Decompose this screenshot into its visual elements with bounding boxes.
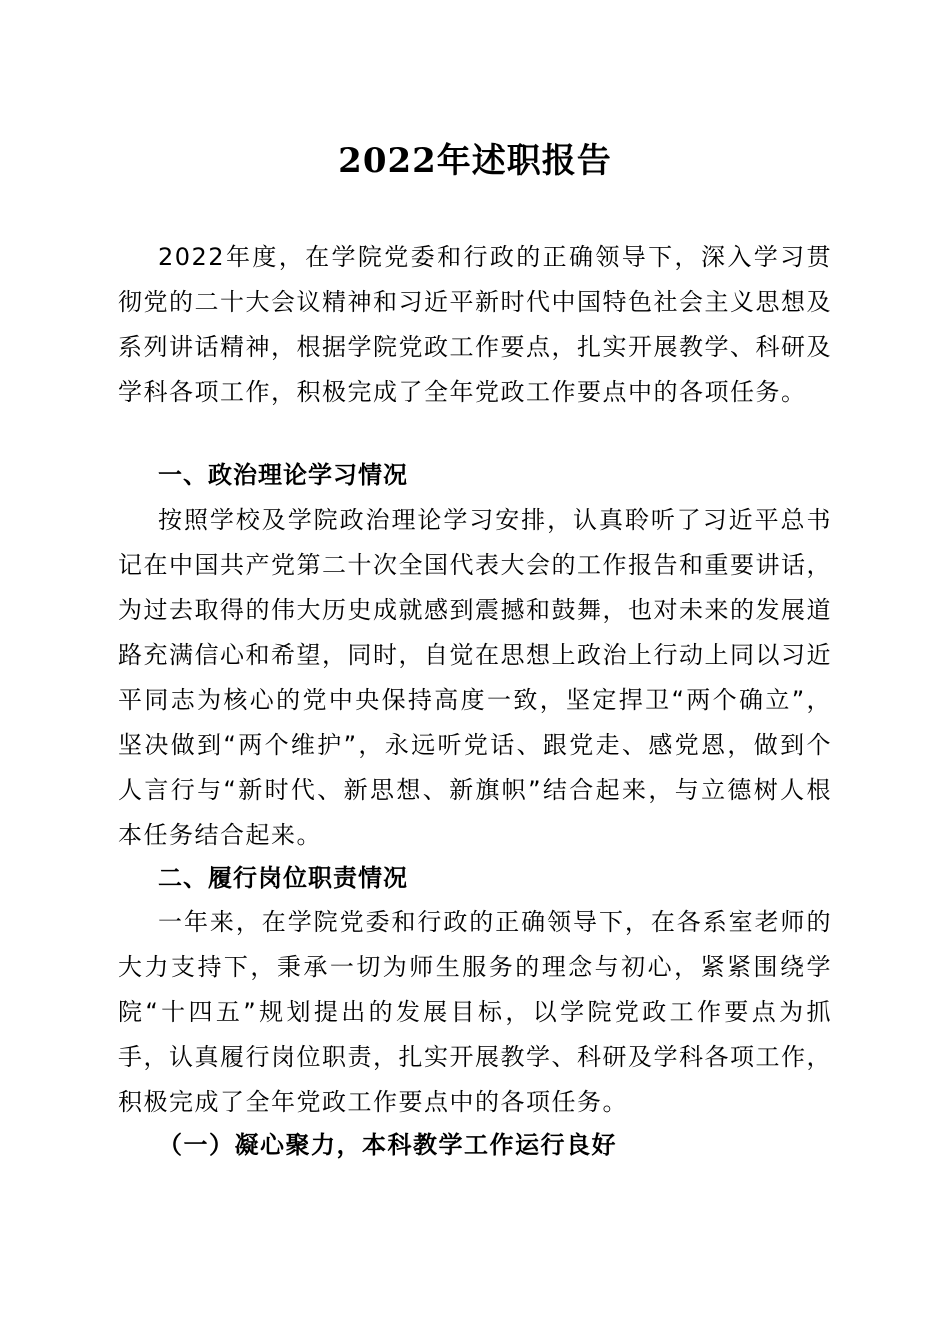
section2-heading: 二、履行岗位职责情况 [158,864,408,892]
intro-paragraph: 2022年度，在学院党委和行政的正确领导下，深入学习贯彻党的二十大会议精神和习近平新时代中国特色社会主义思想及系列讲话精神，根据学院党政工作要点，扎实开展教学、科研及学科各项工作，积极完成了全年党政工作要点中的各项任务。 [118,243,832,406]
document-title: 2022年述职报告 [338,141,612,181]
subsection1-heading: （一）凝心聚力，本科教学工作运行良好 [158,1130,617,1159]
section2-paragraph: 一年来，在学院党委和行政的正确领导下，在各系室老师的大力支持下，秉承一切为师生服务的理念与初心，紧紧围绕学院“十四五”规划提出的发展目标，以学院党政工作要点为抓手，认真履行岗位职责，扎实开展教学、科研及学科各项工作，积极完成了全年党政工作要点中的各项任务。 [118,908,832,1116]
section1-heading: 一、政治理论学习情况 [158,461,408,489]
section1-paragraph: 按照学校及学院政治理论学习安排，认真聆听了习近平总书记在中国共产党第二十次全国代表大会的工作报告和重要讲话，为过去取得的伟大历史成就感到震撼和鼓舞，也对未来的发展道路充满信心和希望，同时，自觉在思想上政治上行动上同以习近平同志为核心的党中央保持高度一致，坚定捍卫“两个确立”，坚决做到“两个维护”，永远听党话、跟党走、感党恩，做到个人言行与“新时代、新思想、新旗帜”结合起来，与立德树人根本任务结合起来。 [118,506,832,849]
